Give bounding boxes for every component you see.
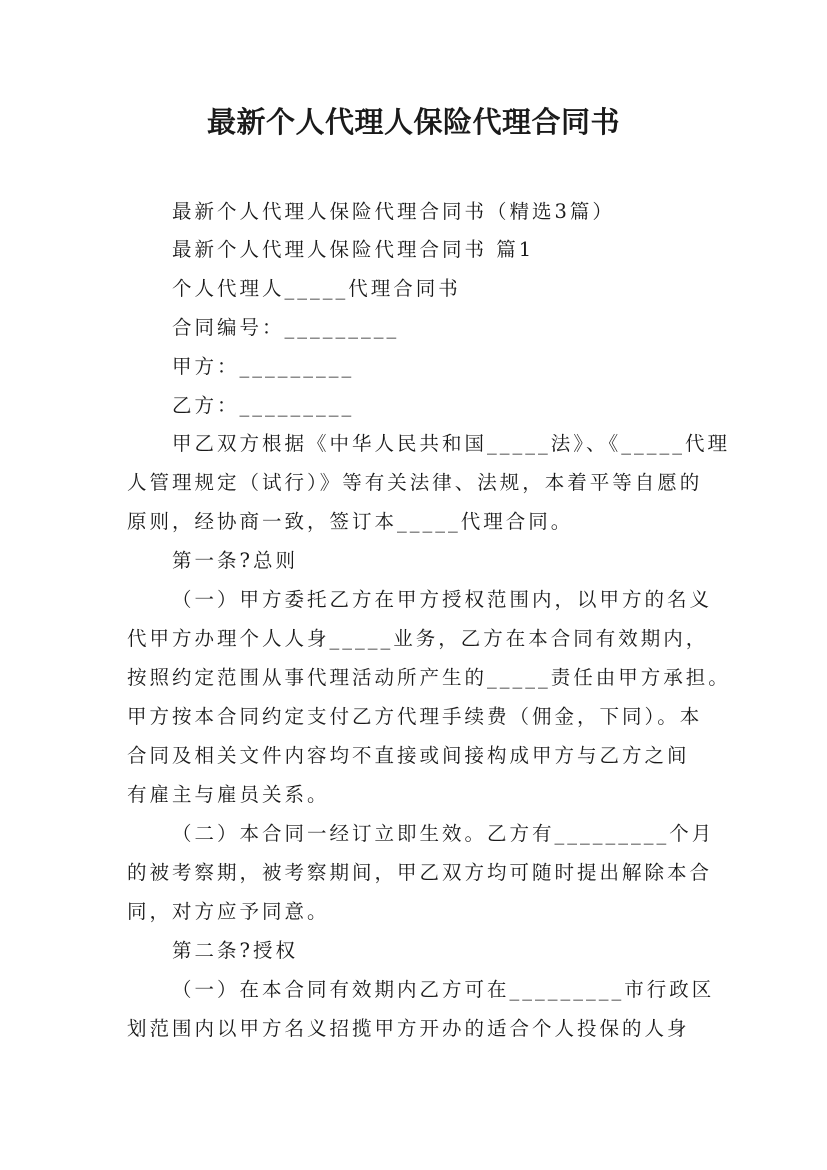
- contract-number-line: 合同编号：_________: [172, 316, 400, 339]
- paragraph-line: 同，对方应予同意。: [127, 900, 330, 923]
- paragraph-line: 甲方按本合同约定支付乙方代理手续费（佣金，下同）。本: [127, 705, 703, 728]
- paragraph-line: 的被考察期，被考察期间，甲乙双方均可随时提出解除本合: [127, 861, 713, 884]
- paragraph-line: 原则，经协商一致，签订本_____代理合同。: [127, 510, 574, 533]
- paragraph-line: （一）甲方委托乙方在甲方授权范围内，以甲方的名义: [172, 588, 713, 611]
- paragraph-line: 人管理规定（试行）》等有关法律、法规，本着平等自愿的: [127, 471, 703, 494]
- paragraph-line: 合同及相关文件内容均不直接或间接构成甲方与乙方之间: [127, 744, 690, 767]
- paragraph-line: 代甲方办理个人人身_____业务，乙方在本合同有效期内，: [127, 627, 709, 650]
- document-title: 最新个人代理人保险代理合同书: [206, 105, 620, 139]
- party-a-line: 甲方：_________: [172, 355, 355, 378]
- paragraph-line: 按照约定范围从事代理活动所产生的_____责任由甲方承担。: [127, 666, 731, 689]
- article-heading-line: 第二条?授权: [172, 939, 298, 962]
- contract-name-line: 个人代理人_____代理合同书: [172, 277, 461, 300]
- paragraph-line: （一）在本合同有效期内乙方可在_________市行政区: [172, 978, 715, 1001]
- paragraph-line: 划范围内以甲方名义招揽甲方开办的适合个人投保的人身: [127, 1017, 690, 1040]
- subtitle-line: 最新个人代理人保险代理合同书（精选3篇）: [172, 200, 615, 223]
- party-b-line: 乙方：_________: [172, 394, 355, 417]
- paragraph-line: 甲乙双方根据《中华人民共和国_____法》、《_____代理: [172, 432, 731, 455]
- section-heading-line: 最新个人代理人保险代理合同书 篇1: [172, 238, 535, 261]
- paragraph-line: 有雇主与雇员关系。: [127, 783, 330, 806]
- article-heading-line: 第一条?总则: [172, 549, 298, 572]
- paragraph-line: （二）本合同一经订立即生效。乙方有_________个月: [172, 822, 715, 845]
